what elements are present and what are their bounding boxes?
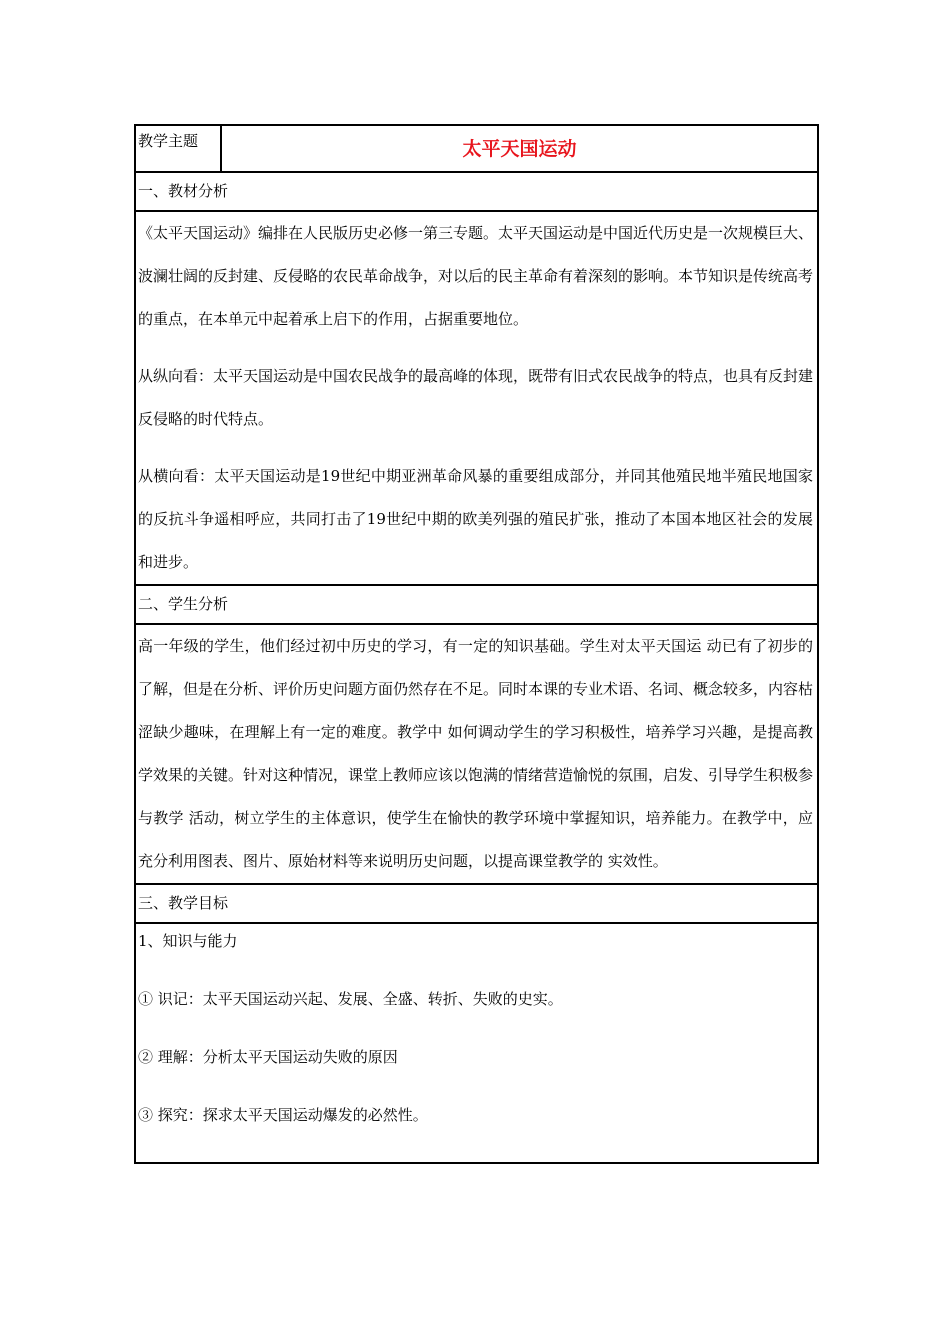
goal-item-3: ③ 探究：探求太平天国运动爆发的必然性。 [138,1106,428,1124]
section2-body [135,624,818,884]
lesson-plan-page [134,124,817,1164]
section3-heading: 三、教学目标 [135,884,818,923]
spacer [136,341,817,355]
section1-paragraph-3: 从横向看：太平天国运动是19世纪中期亚洲革命风暴的重要组成部分，并同其他殖民地半殖民地国家的反抗斗争遥相呼应，共同打击了19世纪中期的欧美列强的殖民扩张，推动了本国本地区社会的发展和进步。 [138,467,813,571]
section3-heading-row [135,884,818,923]
section1-body-row [135,211,818,585]
section2-body-row [135,624,818,884]
section3-body [135,923,818,1163]
section3-subheading: 1、知识与能力 [138,932,238,950]
spacer [136,956,817,984]
section1-paragraph-1: 《太平天国运动》编排在人民版历史必修一第三专题。太平天国运动是中国近代历史是一次规模巨大、波澜壮阔的反封建、反侵略的农民革命战争，对以后的民主革命有着深刻的影响。本节知识是传统高考的重点，在本单元中起着承上启下的作用，占据重要地位。 [138,224,814,328]
topic-label: 教学主题 [135,125,221,172]
section2-heading: 二、学生分析 [135,585,818,624]
lesson-plan-table [134,124,819,1164]
section2-heading-row [135,585,818,624]
section2-paragraph-1: 高一年级的学生，他们经过初中历史的学习，有一定的知识基础。学生对太平天国运 动已有了初步的了解，但是在分析、评价历史问题方面仍然存在不足。同时本课的专业术语、名词、概念较多，内容枯涩缺少趣味，在理解上有一定的难度。教学中 如何调动学生的学习积极性，培养学习兴趣，是提高教学效果的关键。针对这种情况，课堂上教师应该以饱满的情绪营造愉悦的氛围，启发、引导学生积极参与教学 活动，树立学生的主体意识，使学生在愉快的教学环境中掌握知识，培养能力。在教学中，应充分利用图表、图片、原始材料等来说明历史问题，以提高课堂教学的 实效性。 [138,637,814,870]
goal-item-2: ② 理解：分析太平天国运动失败的原因 [138,1048,398,1066]
goal-item-1: ① 识记：太平天国运动兴起、发展、全盛、转折、失败的史实。 [138,990,563,1008]
section1-heading-row [135,172,818,211]
spacer [136,1072,817,1100]
section1-paragraph-2: 从纵向看：太平天国运动是中国农民战争的最高峰的体现，既带有旧式农民战争的特点，也具有反封建反侵略的时代特点。 [138,367,814,428]
spacer [136,1014,817,1042]
section1-heading: 一、教材分析 [135,172,818,211]
spacer [136,441,817,455]
topic-row [135,125,818,172]
section1-body [135,211,818,585]
topic-title: 太平天国运动 [221,125,818,172]
section3-body-row [135,923,818,1163]
